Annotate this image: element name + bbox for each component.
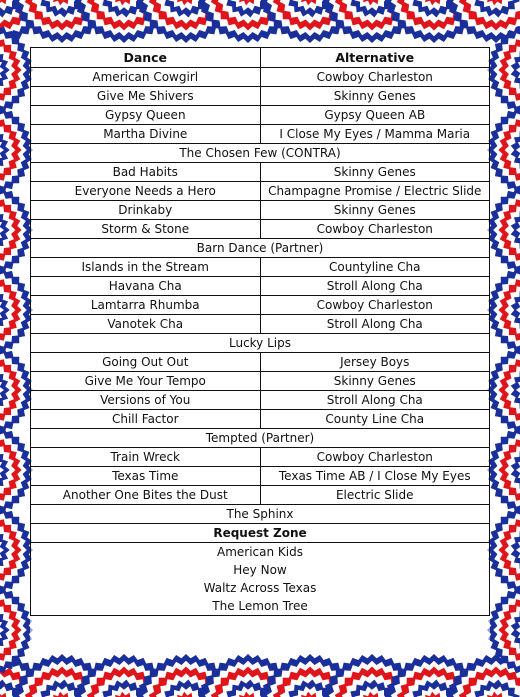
bunting-rosette [487, 263, 520, 357]
dance-row [31, 220, 490, 239]
dance-playlist-table [30, 47, 490, 616]
section-title: Barn Dance (Partner) [31, 239, 490, 258]
section-title: Lucky Lips [31, 334, 490, 353]
bunting-rosette [487, 103, 520, 197]
section-title: The Sphinx [31, 505, 490, 524]
dance-cell: Vanotek Cha [31, 315, 261, 334]
dance-row [31, 486, 490, 505]
dance-row [31, 68, 490, 87]
alternative-cell: I Close My Eyes / Mamma Maria [260, 125, 490, 144]
dance-cell: Chill Factor [31, 410, 261, 429]
section-row [31, 239, 490, 258]
dance-cell: Versions of You [31, 391, 261, 410]
bunting-rosette [0, 503, 33, 597]
alternative-cell: Stroll Along Cha [260, 315, 490, 334]
bunting-rosette [0, 343, 33, 437]
dance-cell: Everyone Needs a Hero [31, 182, 261, 201]
dance-cell: Train Wreck [31, 448, 261, 467]
alternative-cell: Skinny Genes [260, 372, 490, 391]
alternative-cell: Cowboy Charleston [260, 68, 490, 87]
section-row [31, 524, 490, 543]
alternative-cell: County Line Cha [260, 410, 490, 429]
bunting-rosette [487, 423, 520, 517]
dance-row [31, 106, 490, 125]
bunting-rosette [0, 103, 33, 197]
dance-row [31, 182, 490, 201]
alternative-cell: Skinny Genes [260, 87, 490, 106]
bunting-rosette [0, 23, 33, 117]
section-title: Tempted (Partner) [31, 429, 490, 448]
dance-row [31, 87, 490, 106]
dance-cell: Gypsy Queen [31, 106, 261, 125]
dance-row [31, 201, 490, 220]
dance-row [31, 258, 490, 277]
alternative-cell: Champagne Promise / Electric Slide [260, 182, 490, 201]
dance-cell: Texas Time [31, 467, 261, 486]
dance-row [31, 467, 490, 486]
dance-cell: Bad Habits [31, 163, 261, 182]
request-row [31, 561, 490, 579]
section-row [31, 334, 490, 353]
request-row [31, 597, 490, 616]
request-item: The Lemon Tree [31, 597, 490, 616]
alternative-cell: Skinny Genes [260, 163, 490, 182]
section-row [31, 505, 490, 524]
alternative-cell: Stroll Along Cha [260, 277, 490, 296]
dance-row [31, 315, 490, 334]
dance-cell: Drinkaby [31, 201, 261, 220]
header-dance: Dance [31, 48, 261, 68]
dance-row [31, 372, 490, 391]
alternative-cell: Skinny Genes [260, 201, 490, 220]
request-item: Waltz Across Texas [31, 579, 490, 597]
bunting-rosette [487, 183, 520, 277]
dance-row [31, 448, 490, 467]
dance-row [31, 277, 490, 296]
section-row [31, 144, 490, 163]
alternative-cell: Electric Slide [260, 486, 490, 505]
alternative-cell: Stroll Along Cha [260, 391, 490, 410]
section-title: The Chosen Few (CONTRA) [31, 144, 490, 163]
dance-cell: Lamtarra Rhumba [31, 296, 261, 315]
alternative-cell: Gypsy Queen AB [260, 106, 490, 125]
dance-cell: Give Me Your Tempo [31, 372, 261, 391]
dance-row [31, 353, 490, 372]
section-title: Request Zone [31, 524, 490, 543]
dance-cell: Give Me Shivers [31, 87, 261, 106]
dance-row [31, 163, 490, 182]
dance-row [31, 125, 490, 144]
bunting-rosette [0, 263, 33, 357]
alternative-cell: Texas Time AB / I Close My Eyes [260, 467, 490, 486]
dance-cell: Havana Cha [31, 277, 261, 296]
dance-cell: Going Out Out [31, 353, 261, 372]
alternative-cell: Cowboy Charleston [260, 448, 490, 467]
alternative-cell: Cowboy Charleston [260, 220, 490, 239]
request-row [31, 579, 490, 597]
request-row [31, 543, 490, 562]
header-alternative: Alternative [260, 48, 490, 68]
dance-cell: American Cowgirl [31, 68, 261, 87]
request-item: Hey Now [31, 561, 490, 579]
bunting-rosette [487, 503, 520, 597]
request-item: American Kids [31, 543, 490, 562]
dance-cell: Islands in the Stream [31, 258, 261, 277]
dance-cell: Storm & Stone [31, 220, 261, 239]
dance-row [31, 391, 490, 410]
bunting-rosette [487, 343, 520, 437]
alternative-cell: Countyline Cha [260, 258, 490, 277]
dance-row [31, 296, 490, 315]
alternative-cell: Jersey Boys [260, 353, 490, 372]
header-row [31, 48, 490, 68]
dance-row [31, 410, 490, 429]
bunting-rosette [0, 423, 33, 517]
dance-cell: Another One Bites the Dust [31, 486, 261, 505]
dance-cell: Martha Divine [31, 125, 261, 144]
alternative-cell: Cowboy Charleston [260, 296, 490, 315]
bunting-rosette [0, 183, 33, 277]
section-row [31, 429, 490, 448]
